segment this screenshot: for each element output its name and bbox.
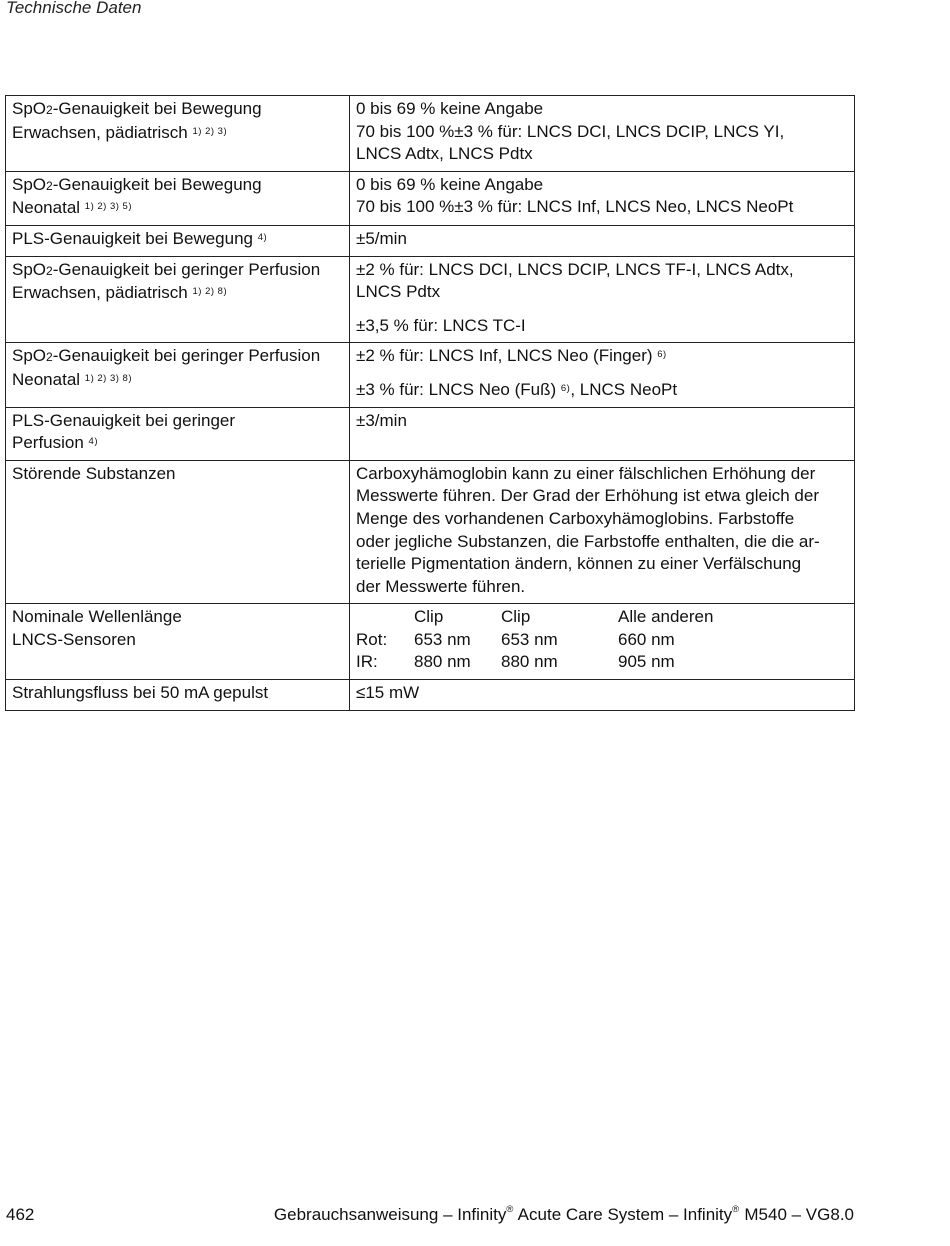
table-row	[6, 604, 855, 680]
row-label: PLS-Genauigkeit bei geringer Perfusion $^{4)}$	[6, 407, 350, 460]
table-row	[6, 460, 855, 604]
row-value: ±2 % für: LNCS DCI, LNCS DCIP, LNCS TF-I, LNCS Adtx, LNCS Pdtx ±3,5 % für: LNCS TC-I	[350, 256, 855, 343]
row-label: SpO2-Genauigkeit bei Bewegung Erwachsen, pädiatrisch $^{1) 2) 3)}$	[6, 96, 350, 172]
row-value: 0 bis 69 % keine Angabe 70 bis 100 %±3 % für: LNCS DCI, LNCS DCIP, LNCS YI, LNCS Adtx, LNCS Pdtx	[350, 96, 855, 172]
page-number: 462	[6, 1205, 35, 1224]
table-row	[6, 680, 855, 711]
row-value: ±5/min	[350, 225, 855, 256]
table-row	[6, 407, 855, 460]
row-value: ±2 % für: LNCS Inf, LNCS Neo (Finger) $^{6)}$ ±3 % für: LNCS Neo (Fuß) $^{6)}$, LNCS NeoPt	[350, 343, 855, 407]
row-label: Strahlungsfluss bei 50 mA gepulst	[6, 680, 350, 711]
row-value: 0 bis 69 % keine Angabe 70 bis 100 %±3 % für: LNCS Inf, LNCS Neo, LNCS NeoPt	[350, 171, 855, 225]
row-label: SpO2-Genauigkeit bei Bewegung Neonatal $^{1) 2) 3) 5)}$	[6, 171, 350, 225]
row-value: ≤15 mW	[350, 680, 855, 711]
table-row	[6, 96, 855, 172]
row-label: PLS-Genauigkeit bei Bewegung $^{4)}$	[6, 225, 350, 256]
wavelength-grid: Clip Clip Alle anderen Rot: 653 nm 653 nm 660 nm IR: 880 nm 880 nm 905 nm	[350, 604, 855, 680]
table-row	[6, 171, 855, 225]
table-row	[6, 256, 855, 343]
row-label: SpO2-Genauigkeit bei geringer Perfusion Erwachsen, pädiatrisch $^{1) 2) 8)}$	[6, 256, 350, 343]
row-label: Nominale Wellenlänge LNCS-Sensoren	[6, 604, 350, 680]
table-row	[6, 225, 855, 256]
page-header: Technische Daten	[6, 0, 142, 17]
row-label: Störende Substanzen	[6, 460, 350, 604]
table-row	[6, 343, 855, 407]
spec-table	[5, 95, 855, 711]
footer-title: Gebrauchsanweisung – Infinity® Acute Care System – Infinity® M540 – VG8.0	[273, 1204, 854, 1224]
row-value: ±3/min	[350, 407, 855, 460]
row-label: SpO2-Genauigkeit bei geringer Perfusion Neonatal $^{1) 2) 3) 8)}$	[6, 343, 350, 407]
row-value: Carboxyhämoglobin kann zu einer fälschlichen Erhöhung der Messwerte führen. Der Grad der Erhöhung ist etwa gleich der Menge des vorhandenen Carboxyhämoglobins. Farbstoffe oder jegliche Substanzen, die Farbstoffe enthalten, die die ar- terielle Pigmentation ändern, können zu einer Verfälschung der Messwerte führen.	[350, 460, 855, 604]
